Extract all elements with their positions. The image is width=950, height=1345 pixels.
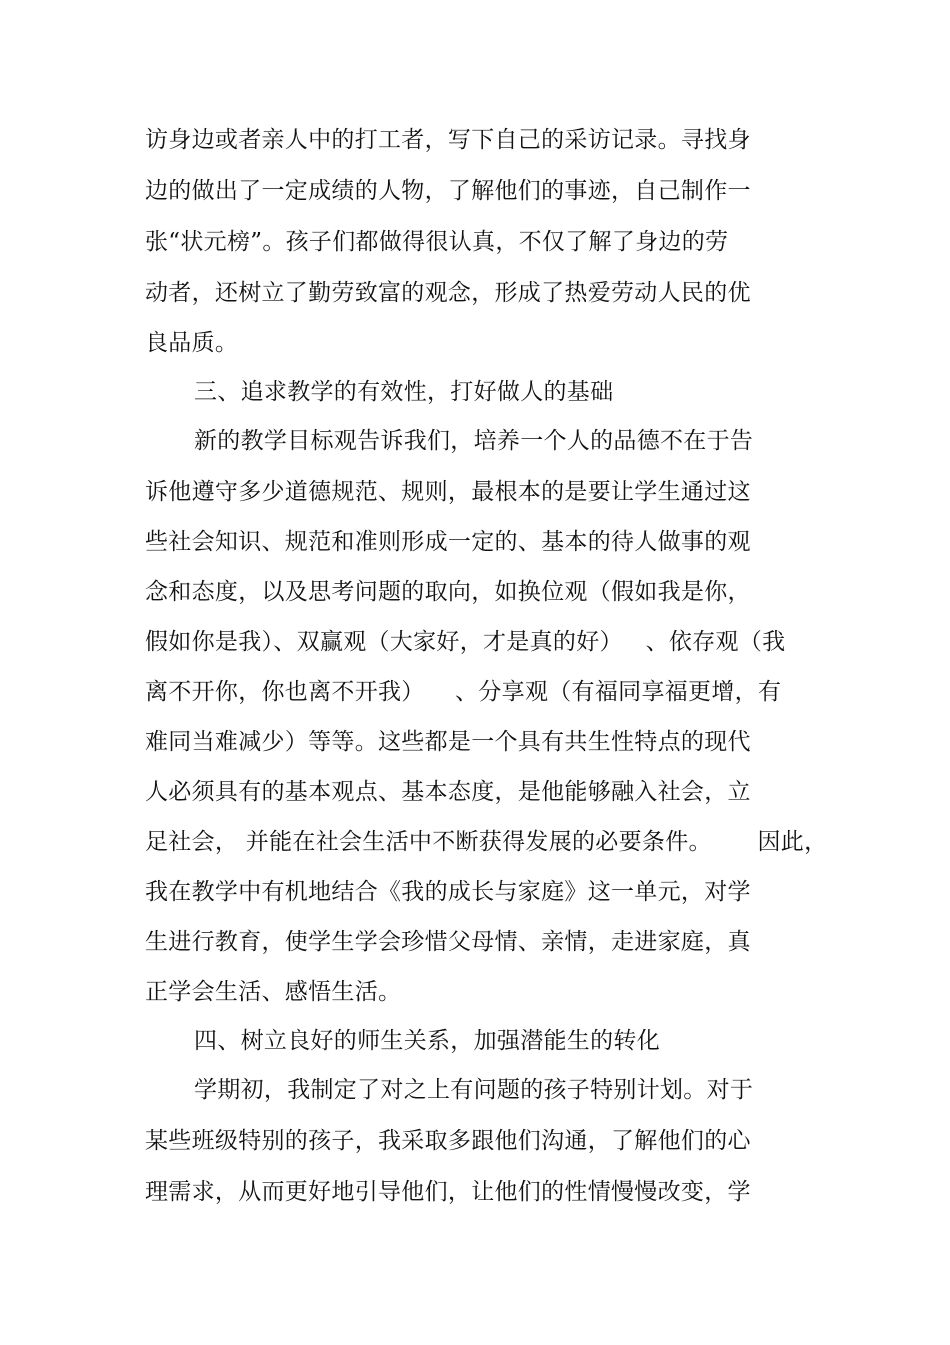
text-line: 张“状元榜”。孩子们都做得很认真，不仅了解了身边的劳 <box>145 229 729 255</box>
text-line: 良品质。 <box>145 330 239 356</box>
text-line: 难同当难减少）等等。这些都是一个具有共生性特点的现代 <box>145 729 751 755</box>
section-heading: 三、追求教学的有效性，打好做人的基础 <box>194 379 614 405</box>
text-line: 诉他遵守多少道德规范、规则，最根本的是要让学生通过这 <box>145 479 751 505</box>
paragraph-first-line: 学期初，我制定了对之上有问题的孩子特别计划。对于 <box>194 1077 754 1103</box>
text-line: 正学会生活、感悟生活。 <box>145 979 402 1005</box>
paragraph-first-line: 新的教学目标观告诉我们，培养一个人的品德不在于告 <box>194 428 754 454</box>
text-line: 边的做出了一定成绩的人物，了解他们的事迹，自己制作一 <box>145 178 751 204</box>
text-line: 访身边或者亲人中的打工者，写下自己的采访记录。寻找身 <box>145 127 751 153</box>
text-line: 理需求，从而更好地引导他们，让他们的性情慢慢改变，学 <box>145 1179 751 1205</box>
section-heading: 四、树立良好的师生关系，加强潜能生的转化 <box>194 1028 660 1054</box>
text-line: 人必须具有的基本观点、基本态度，是他能够融入社会，立 <box>145 779 751 805</box>
text-line: 足社会， 并能在社会生活中不断获得发展的必要条件。 因此， <box>145 829 828 855</box>
text-line: 动者，还树立了勤劳致富的观念，形成了热爱劳动人民的优 <box>145 280 751 306</box>
text-line: 我在教学中有机地结合《我的成长与家庭》这一单元，对学 <box>145 879 751 905</box>
text-line: 些社会知识、规范和准则形成一定的、基本的待人做事的观 <box>145 529 751 555</box>
text-line: 念和态度，以及思考问题的取向，如换位观（假如我是你， <box>145 579 751 605</box>
text-line: 离不开你，你也离不开我） 、分享观（有福同享福更增，有 <box>145 679 782 705</box>
text-line: 假如你是我）、双赢观（大家好，才是真的好） 、依存观（我 <box>145 629 786 655</box>
text-line: 生进行教育，使学生学会珍惜父母情、亲情，走进家庭，真 <box>145 929 751 955</box>
text-line: 某些班级特别的孩子，我采取多跟他们沟通，了解他们的心 <box>145 1128 751 1154</box>
